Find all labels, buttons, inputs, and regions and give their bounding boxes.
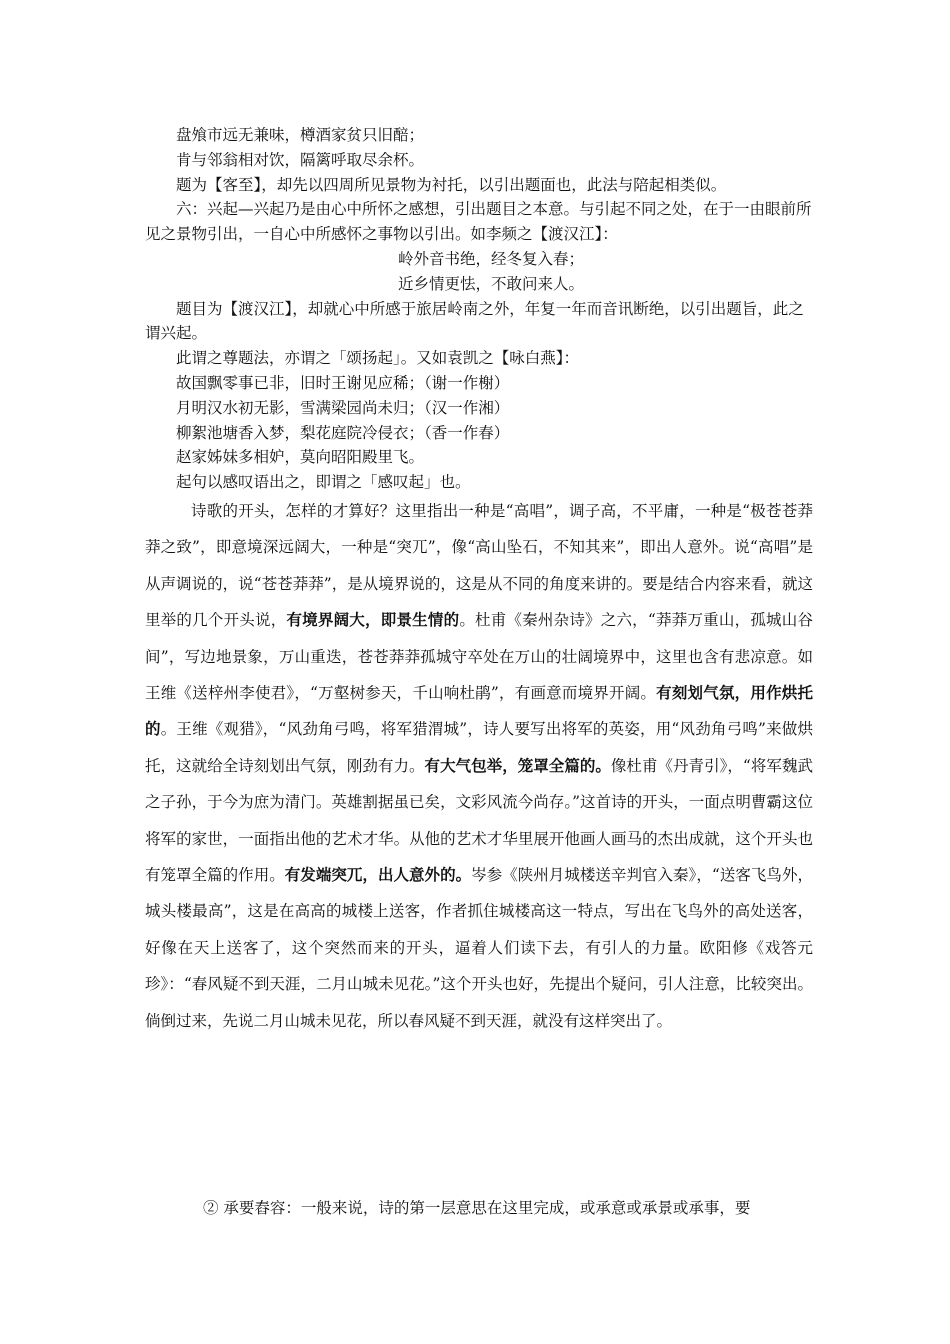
paragraph: 题为【客至】，却先以四周所见景物为衬托，以引出题面也，此法与陪起相类似。 (176, 175, 727, 194)
poem-line: 月明汉水初无影，雪满梁园尚未归；（汉一作湘） (176, 398, 510, 417)
poem-line: 赵家姊妹多相妒，莫向昭阳殿里飞。 (176, 448, 425, 467)
text-run: 像杜甫《丹青引》，“将军魏武之子孙，于今为庶为清门。英雄割据虽已矣，文彩风流今尚存。”这首诗的开头，一面点明曹霸这位将军的家世，一面指出他的艺术才华。从他的艺术才华里展开他画人画马的杰出成就，这个开头也有笼罩全篇的作用。 (145, 756, 813, 885)
poem-line: 柳絮池塘香入梦，梨花庭院冷侵衣；（香一作春） (176, 423, 510, 442)
bold-run: 有刻划气氛，用作烘托的 (145, 683, 813, 739)
upper-text-block (145, 123, 815, 495)
paragraph-xingqi: 六：兴起—兴起乃是由心中所怀之感想，引出题目之本意。与引起不同之处，在于一由眼前所见之景物引出，一自心中所感怀之事物以引出。如李频之【渡汉江】： (145, 200, 812, 244)
poem-line: 盘飧市远无兼味，樽酒家贫只旧醅； (176, 126, 425, 144)
bold-run: 有发端突兀，出人意外的。 (284, 865, 472, 885)
bold-run: 有大气包举，笼罩全篇的。 (424, 755, 611, 775)
section-heading-line: ② 承要舂容：一般来说，诗的第一层意思在这里完成，或承意或承景或承事，要 (203, 1199, 751, 1217)
bold-run: 有境界阔大，即景生情的 (286, 610, 460, 630)
text-run: 岑参《陕州月城楼送辛判官入秦》，“送客飞鸟外，城头楼最高”，这是在高高的城楼上送客，作者抓住城楼高这一特点，写出在飞鸟外的高处送客，好像在天上送客了，这个突然而来的开头，逼着人们读下去，有引人的力量。欧阳修《戏答元珍》：“春风疑不到天涯，二月山城未见花。”这个开头也好，先提出个疑问，引人注意，比较突出。倘倒过来，先说二月山城未见花，所以春风疑不到天涯，就没有这样突出了。 (145, 866, 813, 1030)
text-run: 诗歌的开头，怎样的才算好？这里指出一种是“高唱”，调子高，不平庸，一种是“极苍苍莽莽之致”，即意境深远阔大，一种是“突兀”，像“高山坠石，不知其来”，即出人意外。说“高唱”是从声调说的，说“苍苍莽莽”，是从境界说的，这是从不同的角度来讲的。要是结合内容来看，就这里举的几个开头说， (145, 502, 813, 630)
poem-line: 肯与邻翁相对饮，隔篱呼取尽余杯。 (176, 150, 425, 169)
text-run: 。王维《观猎》，“风劲角弓鸣，将军猎渭城”，诗人要写出将军的英姿，用“风劲角弓鸣”来做烘托，这就给全诗刻划出气氛，刚劲有力。 (145, 720, 813, 775)
paragraph: 题目为【渡汉江】，却就心中所感于旅居岭南之外，年复一年而音讯断绝，以引出题旨，此之谓兴起。 (145, 299, 804, 343)
paragraph: 此谓之尊题法，亦谓之「颂扬起」。又如袁凯之【咏白燕】： (176, 349, 580, 368)
poem-line: 近乡情更怯，不敢问来人。 (397, 274, 584, 293)
poem-line: 岭外音书绝，经冬复入春； (397, 249, 584, 268)
text-run: 。杜甫《秦州杂诗》之六，“莽莽万重山，孤城山谷间”，写边地景象，万山重迭，苍苍莽莽孤城守卒处在万山的壮阔境界中，这里也含有悲凉意。如王维《送梓州李使君》，“万壑树参天，千山响杜鹃”，有画意而境界开阔。 (145, 611, 813, 703)
paragraph: 起句以感叹语出之，即谓之「感叹起」也。 (176, 473, 471, 492)
commentary-paragraph (145, 493, 813, 1039)
poem-line: 故国飘零事已非，旧时王谢见应稀；（谢一作榭） (176, 373, 510, 392)
